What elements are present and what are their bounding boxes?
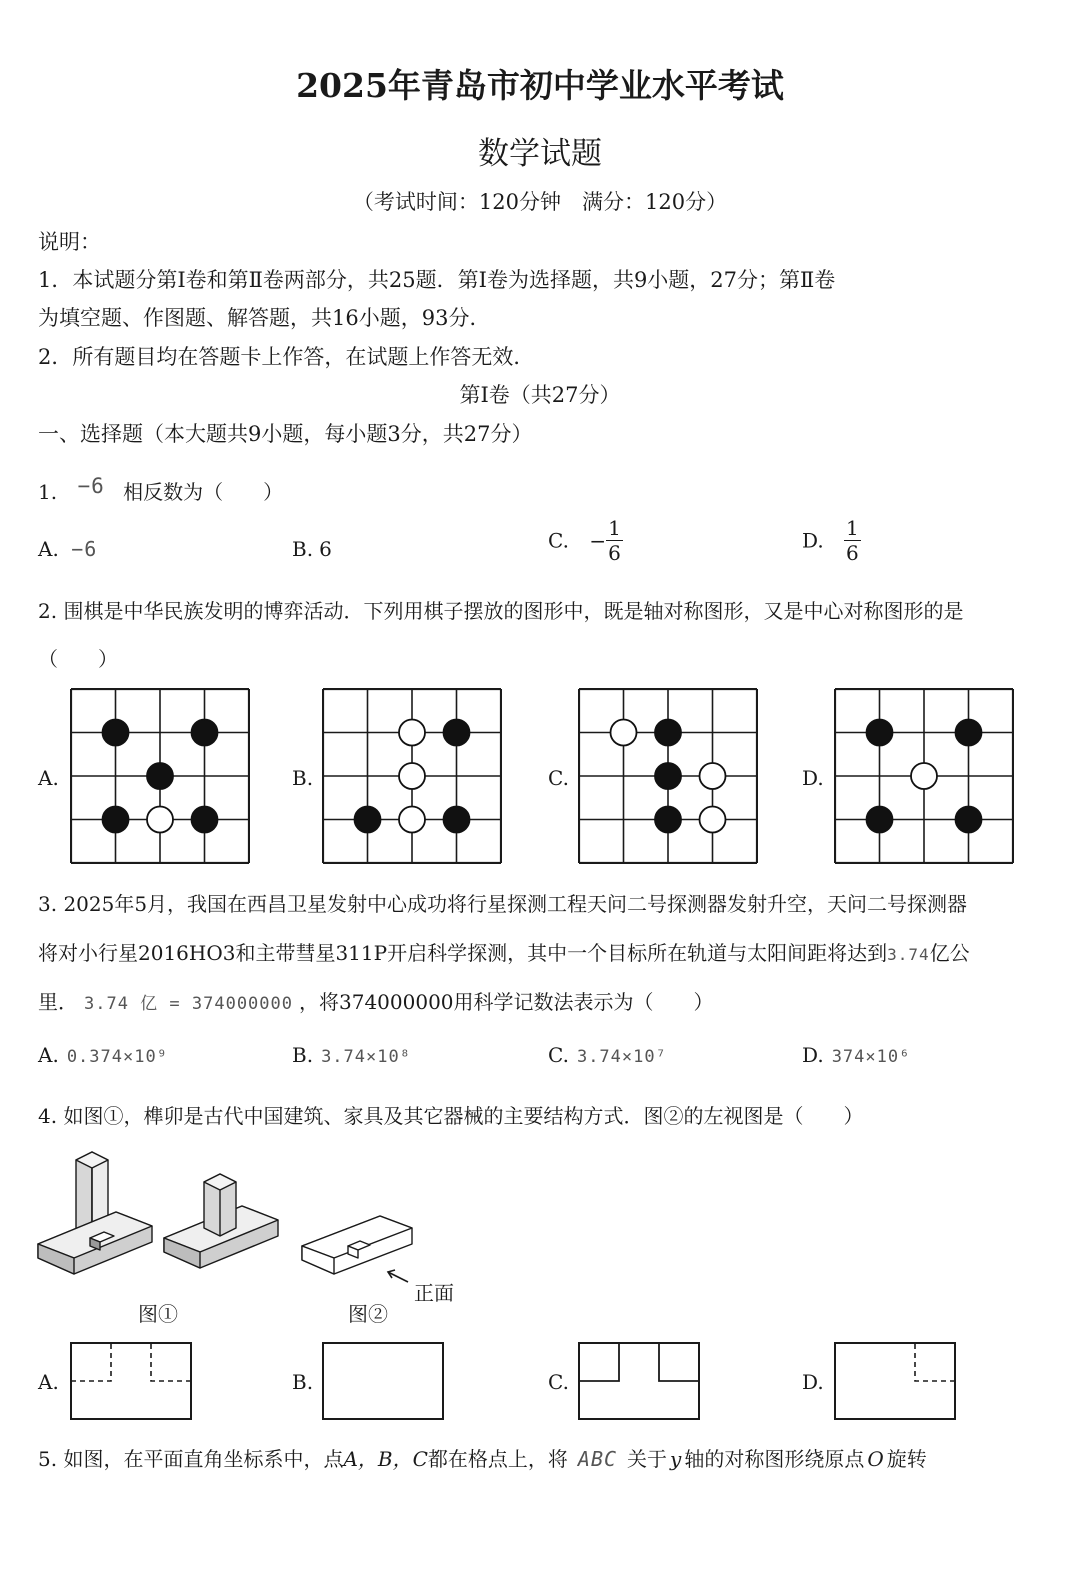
q3-stem-line-3: 里． 3.74 亿 = 374000000 ，将374000000用科学记数法表示为（ ） [38,990,714,1014]
q1-option-d: D. $\frac{1}{6}$ [802,516,859,565]
q4-option-a-label: A. [38,1370,59,1394]
white-stone [911,763,937,789]
black-stone [655,720,681,746]
black-stone [867,807,893,833]
black-stone [867,720,893,746]
q2-board-b [322,688,502,864]
instruction-item-2: 2．所有题目均在答题卡上作答，在试题上作答无效． [38,345,535,369]
q1-number: 1. [38,480,58,504]
q4-option-c-view [578,1342,700,1420]
black-stone [444,720,470,746]
white-stone [147,807,173,833]
q4-stem: 4. 如图①，榫卯是古代中国建筑、家具及其它器械的主要结构方式．图②的左视图是（ ） [38,1104,864,1128]
q4-figure-2-label: 图② [348,1302,388,1326]
q4-option-b-view [322,1342,444,1420]
black-stone [103,720,129,746]
q4-figure-1 [36,1142,286,1292]
black-stone [655,763,681,789]
q3-option-a: A. 0.374×10⁹ [38,1043,168,1067]
exam-time-info: （考试时间：120分钟 满分：120分） [352,190,728,214]
black-stone [147,763,173,789]
q1-stem [38,476,283,505]
q3-option-c: C. 3.74×10⁷ [548,1043,667,1067]
instruction-item-1-line-1: 1．本试题分第Ⅰ卷和第Ⅱ卷两部分，共25题．第Ⅰ卷为选择题，共9小题，27分；第Ⅱ卷 [38,268,836,292]
q1-expression: −6 [77,474,105,498]
white-stone [399,720,425,746]
part-title: 一、选择题（本大题共9小题，每小题3分，共27分） [38,422,533,446]
instruction-item-1-line-2: 为填空题、作图题、解答题，共16小题，93分． [38,306,491,330]
exam-subtitle: 数学试题 [478,136,602,172]
black-stone [956,807,982,833]
q1-option-d-fraction: $\frac{1}{6}$ [846,516,859,565]
q2-option-c-label: C. [548,766,569,790]
instructions-heading: 说明： [38,230,101,254]
q3-stem-line-2: 将对小行星2016HO3和主带彗星311P开启科学探测，其中一个目标所在轨道与太阳间距将达到3.74亿公 [38,941,970,965]
q3-stem-line-1: 3. 2025年5月，我国在西昌卫星发射中心成功将行星探测工程天问二号探测器发射升空，天问二号探测器 [38,892,968,916]
black-stone [103,807,129,833]
q1-text: 相反数为（ ） [123,480,284,504]
black-stone [444,807,470,833]
q4-option-c-label: C. [548,1370,569,1394]
q1-option-c-fraction: $\frac{1}{6}$ [608,516,621,565]
q4-option-b-label: B. [292,1370,314,1394]
white-stone [700,763,726,789]
white-stone [700,807,726,833]
q2-option-b-label: B. [292,766,314,790]
q4-front-label: 正面 [414,1281,454,1305]
q2-option-d-label: D. [802,766,824,790]
volume-title: 第Ⅰ卷（共27分） [459,383,621,407]
black-stone [956,720,982,746]
white-stone [399,807,425,833]
black-stone [655,807,681,833]
q1-option-c: C. − $\frac{1}{6}$ [548,516,621,565]
q2-board-c [578,688,758,864]
q2-board-d [834,688,1014,864]
black-stone [192,720,218,746]
q1-option-b: B. 6 [292,537,332,561]
q2-option-a-label: A. [38,766,59,790]
q5-stem: 5. 如图，在平面直角坐标系中，点A，B，C都在格点上，将 ABC 关于 y 轴的对称图形绕原点 O 旋转 [38,1447,927,1471]
white-stone [399,763,425,789]
q3-option-d: D. 374×10⁶ [802,1043,911,1067]
black-stone [192,807,218,833]
white-stone [611,720,637,746]
q3-option-b: B. 3.74×10⁸ [292,1043,411,1067]
q4-figure-1-label: 图① [138,1302,178,1326]
q4-option-d-label: D. [802,1370,824,1394]
q2-stem-line-2: （ ） [38,647,118,671]
q1-option-a: A. −6 [38,537,98,561]
q4-option-a-view [70,1342,192,1420]
q2-board-a [70,688,250,864]
q4-option-d-view [834,1342,956,1420]
q2-stem-line-1: 2. 围棋是中华民族发明的博弈活动．下列用棋子摆放的图形中，既是轴对称图形，又是中心对称图形的是 [38,599,964,623]
exam-title: 2025年青岛市初中学业水平考试 [296,66,784,105]
black-stone [355,807,381,833]
